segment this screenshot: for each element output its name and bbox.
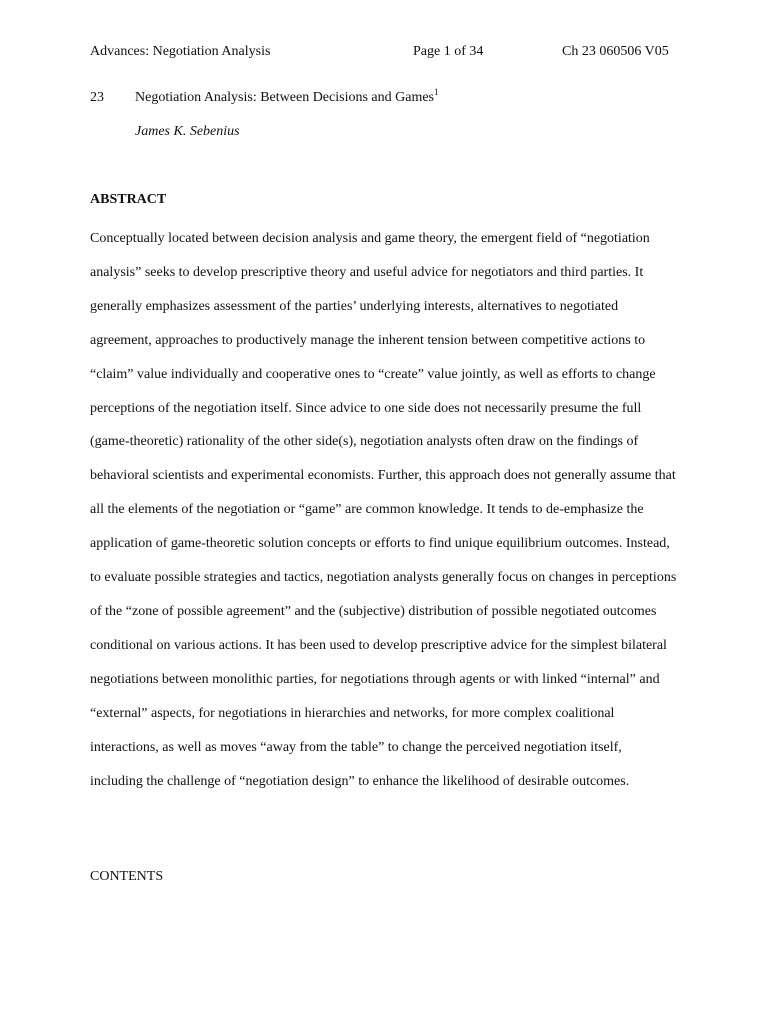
header-chapter-version: Ch 23 060506 V05	[562, 44, 669, 59]
abstract-line: to evaluate possible strategies and tactics, negotiation analysts generally focus on changes in perceptions	[90, 570, 677, 586]
abstract-line: Conceptually located between decision analysis and game theory, the emergent field of “negotiation	[90, 231, 650, 246]
footnote-marker[interactable]: 1	[434, 87, 439, 97]
abstract-line: application of game-theoretic solution concepts or efforts to find unique equilibrium outcomes. Instead,	[90, 536, 670, 552]
chapter-number: 23	[90, 90, 104, 105]
abstract-line: agreement, approaches to productively manage the inherent tension between competitive actions to	[90, 332, 646, 348]
abstract-heading: ABSTRACT	[90, 192, 167, 207]
running-header	[0, 44, 768, 64]
header-journal-title: Advances: Negotiation Analysis	[90, 44, 271, 59]
abstract-line: conditional on various actions. It has been used to develop prescriptive advice for the simplest bilateral	[90, 637, 667, 653]
abstract-line: all the elements of the negotiation or “game” are common knowledge. It tends to de-emphasize the	[90, 502, 644, 518]
abstract-line: behavioral scientists and experimental economists. Further, this approach does not generally assume that	[90, 468, 676, 484]
abstract-line: “external” aspects, for negotiations in hierarchies and networks, for more complex coalitional	[90, 705, 615, 721]
abstract-line: negotiations between monolithic parties, for negotiations through agents or with linked “internal” and	[90, 671, 660, 687]
chapter-heading	[90, 87, 690, 106]
abstract-line: including the challenge of “negotiation design” to enhance the likelihood of desirable outcomes.	[90, 773, 630, 789]
contents-heading: CONTENTS	[90, 869, 164, 884]
abstract-line: of the “zone of possible agreement” and the (subjective) distribution of possible negotiated outcomes	[90, 603, 657, 619]
abstract-line: interactions, as well as moves “away from the table” to change the perceived negotiation itself,	[90, 739, 622, 755]
author-name: James K. Sebenius	[135, 124, 240, 139]
chapter-title: Negotiation Analysis: Between Decisions and Games	[135, 90, 434, 105]
abstract-line: “claim” value individually and cooperative ones to “create” value jointly, as well as efforts to change	[90, 366, 656, 382]
abstract-line: perceptions of the negotiation itself. Since advice to one side does not necessarily presume the full	[90, 400, 642, 416]
abstract-line: (game-theoretic) rationality of the other side(s), negotiation analysts often draw on the findings of	[90, 434, 639, 450]
abstract-line: analysis” seeks to develop prescriptive theory and useful advice for negotiators and third parties. It	[90, 264, 644, 280]
abstract-body	[90, 222, 728, 798]
header-page-number: Page 1 of 34	[413, 44, 484, 59]
abstract-line: generally emphasizes assessment of the parties’ underlying interests, alternatives to negotiated	[90, 298, 619, 314]
